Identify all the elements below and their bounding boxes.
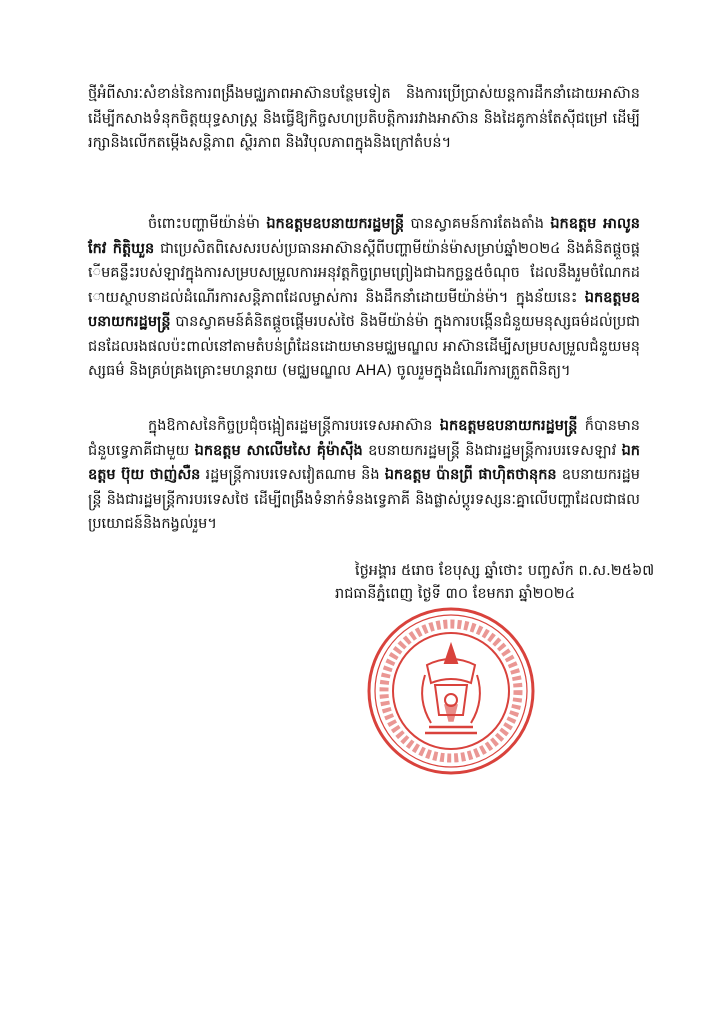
paragraph-3-bold-2: ឯកឧត្តម សាលើមសៃ គុំម៉ាស៊ីង: [194, 442, 363, 459]
paragraph-3-bold-1: ឯកឧត្តមឧបនាយករដ្ឋមន្ត្រី: [439, 418, 578, 434]
paragraph-2-bold-3: ឯកឧត្តមឧបនាយករដ្ឋមន្ត្រី: [88, 289, 640, 330]
paragraph-3: [88, 414, 640, 537]
paragraph-2-text-4: បានស្វាគមន៍គំនិតផ្តួចផ្តើមរបស់ថៃ និងមីយ៉ាន់ម៉ា ក្នុងការបង្កើនជំនួយមនុស្សធម៌ដល់ប្រជាជនដែលរងផលប៉ះពាល់នៅតាមតំបន់ព្រំដែនដោយមានមជ្ឈមណ្ឌល អាស៊ានដើម្បីសម្របសម្រួលជំនួយមនុស្សធម៌ និងគ្រប់គ្រងគ្រោះមហន្តរាយ (មជ្ឈមណ្ឌល AHA) ចូលរួមក្នុងដំណើរការត្រួតពិនិត្យ។: [88, 314, 640, 379]
paragraph-3-bold-4: ឯកឧត្តម ប៉ានព្រី ផាហ៊ិតថានុកន: [384, 467, 557, 483]
lunar-date: ថ្ងៃអង្គារ ៥រោច ខែបុស្ស ឆ្នាំថោះ បញ្ចស័ក ព.ស.២៥៦៧: [355, 563, 655, 579]
paragraph-3-text-1: ក្នុងឱកាសនៃកិច្ចប្រជុំចង្អៀតរដ្ឋមន្ត្រីការបរទេសអាស៊ាន: [148, 418, 440, 434]
paragraph-3-text-4: រដ្ឋមន្ត្រីការបរទេសវៀតណាម និង: [200, 467, 385, 483]
paragraph-1-text: ថ្មីអំពីសារៈសំខាន់នៃការពង្រឹងមជ្ឈភាពអាស៊ានបន្ថែមទៀត និងការប្រើប្រាស់យន្តការដឹកនាំដោយអាស៊ាន ដើម្បីកសាងទំនុកចិត្តយុទ្ធសាស្ត្រ និងធ្វើឱ្យកិច្ចសហប្រតិបត្តិការរវាងអាស៊ាន និងដៃគូកាន់តែស៊ីជម្រៅ ដើម្បីរក្សានិងលើកតម្កើងសន្តិភាព ស្ថិរភាព និងវិបុលភាពក្នុងនិងក្រៅតំបន់។: [88, 86, 640, 151]
place-solar-date: រាជធានីភ្នំពេញ ថ្ងៃទី ៣០ ខែមករា ឆ្នាំ២០២៤: [335, 586, 576, 602]
paragraph-2-text-3: ជាប្រេសិតពិសេសរបស់ប្រធានអាស៊ានស្តីពីបញ្ហាមីយ៉ាន់ម៉ាសម្រាប់ឆ្នាំ២០២៤ និងគំនិតផ្តួចផ្តើមគន្លឹះរបស់ឡាវក្នុងការសម្របសម្រួលការអនុវត្តកិច្ចព្រមព្រៀងជាឯកច្ឆន្ទ៥ចំណុច ដែលនឹងរួមចំណែកដោយស្ថាបនាដល់ដំណើរការសន្តិភាពដែលម្ចាស់ការ និងដឹកនាំដោយមីយ៉ាន់ម៉ា។ ក្នុងន័យនេះ: [88, 240, 640, 306]
paragraph-2-text-2: បានស្វាគមន៍ការតែងតាំង: [404, 216, 551, 232]
paragraph-1: [88, 82, 640, 156]
paragraph-2: [88, 212, 640, 384]
paragraph-3-bold-3: ឯកឧត្តម ប៊ុយ ថាញ់សឺន: [88, 442, 640, 483]
paragraph-2-bold-1: ឯកឧត្តមឧបនាយករដ្ឋមន្ត្រី: [266, 216, 405, 232]
paragraph-3-text-2: ក៏បានមានជំនួបទ្វេភាគីជាមួយ: [88, 418, 640, 459]
paragraph-3-text-5: ឧបនាយករដ្ឋមន្ត្រី និងជារដ្ឋមន្ត្រីការបរទេសថៃ ដើម្បីពង្រឹងទំនាក់ទំនងទ្វេភាគី និងផ្លាស់ប្តូរទស្សនៈគ្នាលើបញ្ហាដែលជាផលប្រយោជន៍និងកង្វល់រួម។: [88, 467, 640, 532]
paragraph-2-text-1: ចំពោះបញ្ហាមីយ៉ាន់ម៉ា: [148, 216, 267, 232]
paragraph-3-text-3: ឧបនាយករដ្ឋមន្ត្រី និងជារដ្ឋមន្ត្រីការបរទេសឡាវ: [362, 442, 622, 459]
paragraph-2-bold-2: ឯកឧត្តម អាលូនកែវ កិត្តិឃួន: [88, 216, 641, 257]
ministry-seal-icon: [365, 605, 537, 777]
